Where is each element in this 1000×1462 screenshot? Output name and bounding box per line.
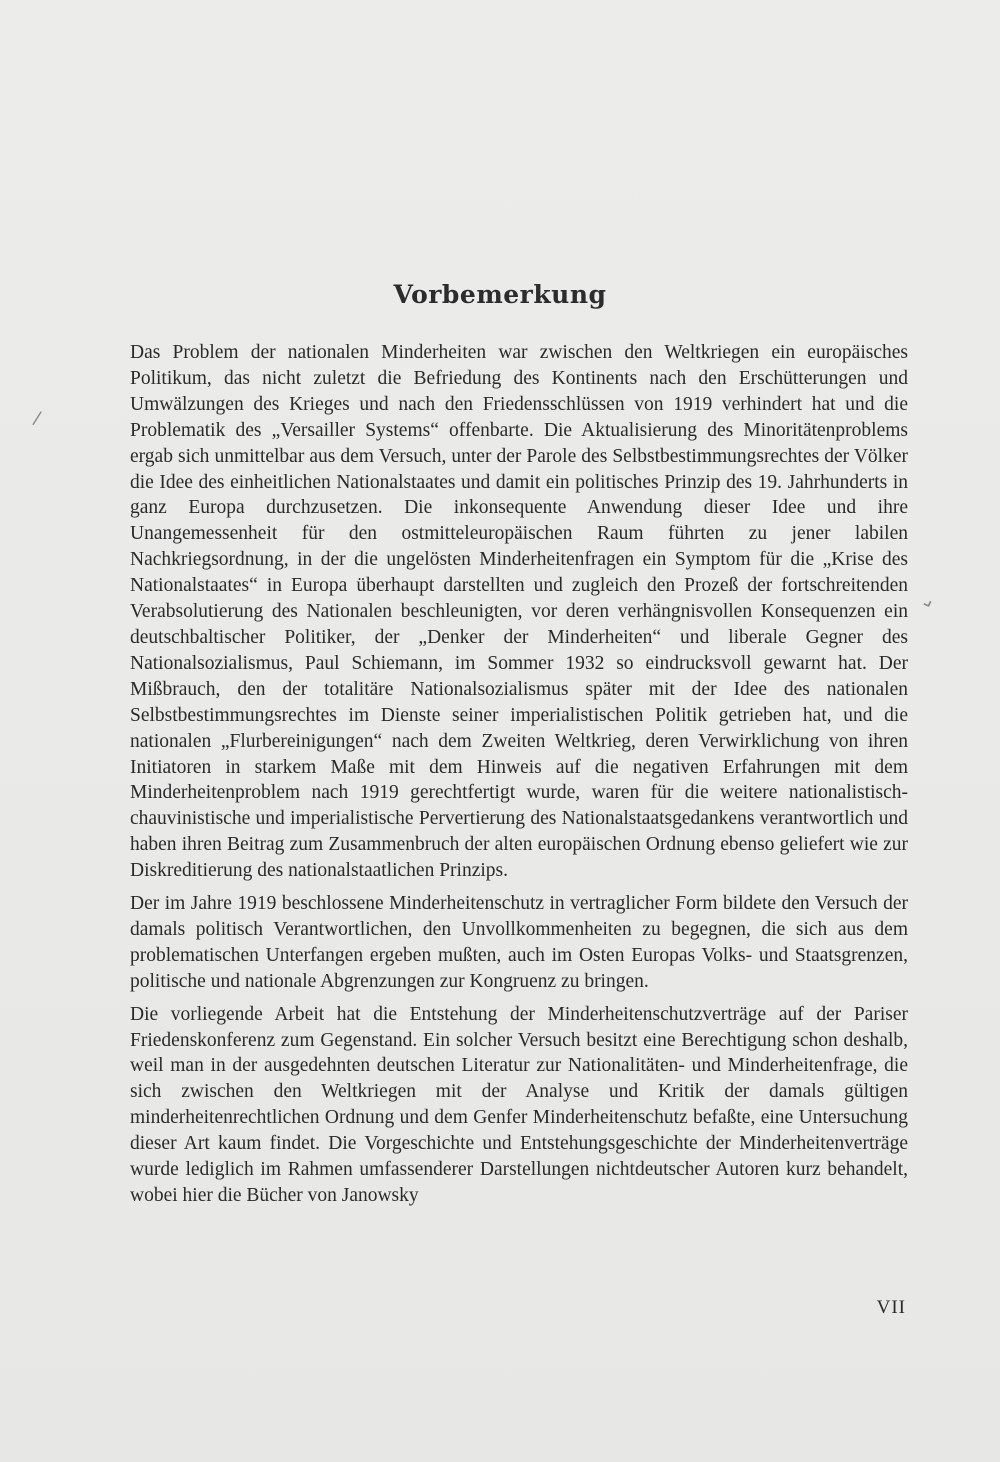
paragraph: Der im Jahre 1919 beschlossene Minderheitenschutz in vertraglicher Form bildete den Versuch der damals politisch Verantwortlichen, den Unvollkommenheiten zu begegnen, die sich aus dem problematischen Unterfangen ergeben mußten, auch im Osten Europas Volks- und Staatsgrenzen, politische und nationale Abgrenzungen zur Kongruenz zu bringen. xyxy=(130,893,908,992)
page-title: Vorbemerkung xyxy=(393,280,607,309)
body-text xyxy=(130,340,908,1216)
pencil-mark: / xyxy=(31,407,43,430)
paragraph: Das Problem der nationalen Minderheiten war zwischen den Weltkriegen ein europäisches Politikum, das nicht zuletzt die Befriedung des Kontinents nach den Erschütterungen und Umwälzungen des Krieges und nach den Friedensschlüssen von 1919 verhindert hat und die Problematik des „Versailler Systems“ offenbarte. Die Aktualisierung des Minoritätenproblems ergab sich unmittelbar aus dem Versuch, unter der Parole des Selbstbestimmungsrechtes der Völker die Idee des einheitlichen Nationalstaates und damit ein politisches Prinzip des 19. Jahrhunderts in ganz Europa durchzusetzen. Die inkonsequente Anwendung dieser Idee und ihre Unangemessenheit für den ostmitteleuropäischen Raum führten zu jener labilen Nachkriegsordnung, in der die ungelösten Minderheitenfragen ein Symptom für die „Krise des Nationalstaates“ in Europa überhaupt darstellten und zugleich den Prozeß der fortschreitenden Verabsolutierung des Nationalen beschleunigten, vor deren verhängnisvollen Konsequenzen ein deutschbaltischer Politiker, der „Denker der Minderheiten“ und liberale Gegner des Nationalsozialismus, Paul Schiemann, im Sommer 1932 so eindrucksvoll gewarnt hat. Der Mißbrauch, den der totalitäre Nationalsozialismus später mit der Idee des nationalen Selbstbestimmungsrechtes im Dienste seiner imperialistischen Politik getrieben hat, und die nationalen „Flurbereinigungen“ nach dem Zweiten Weltkrieg, deren Verwirklichung von ihren Initiatoren in starkem Maße mit dem Hinweis auf die negativen Erfahrungen mit dem Minderheitenproblem nach 1919 gerechtfertigt wurde, waren für die weitere nationalistisch-chauvinistische und imperialistische Pervertierung des Nationalstaatsgedankens verantwortlich und haben ihren Beitrag zum Zusammenbruch der alten europäischen Ordnung ebenso geliefert wie zur Diskreditierung des nationalstaatlichen Prinzips. xyxy=(130,342,908,882)
page-number: VII xyxy=(876,1297,906,1318)
paragraph: Die vorliegende Arbeit hat die Entstehung der Minderheitenschutzverträge auf der Pariser Friedenskonferenz zum Gegenstand. Ein solcher Versuch besitzt eine Berechtigung schon deshalb, weil man in der ausgedehnten deutschen Literatur zur Nationalitäten- und Minderheitenfrage, die sich zwischen den Weltkriegen mit der Analyse und Kritik der damals gültigen minderheitenrechtlichen Ordnung und dem Genfer Minderheitenschutz befaßte, eine Untersuchung dieser Art kaum findet. Die Vorgeschichte und Entstehungsgeschichte der Minderheitenverträge wurde lediglich im Rahmen umfassenderer Darstellungen nichtdeutscher Autoren kurz behandelt, wobei hier die Bücher von Janowsky xyxy=(130,1003,908,1206)
pencil-mark: ⌄ xyxy=(914,585,939,615)
